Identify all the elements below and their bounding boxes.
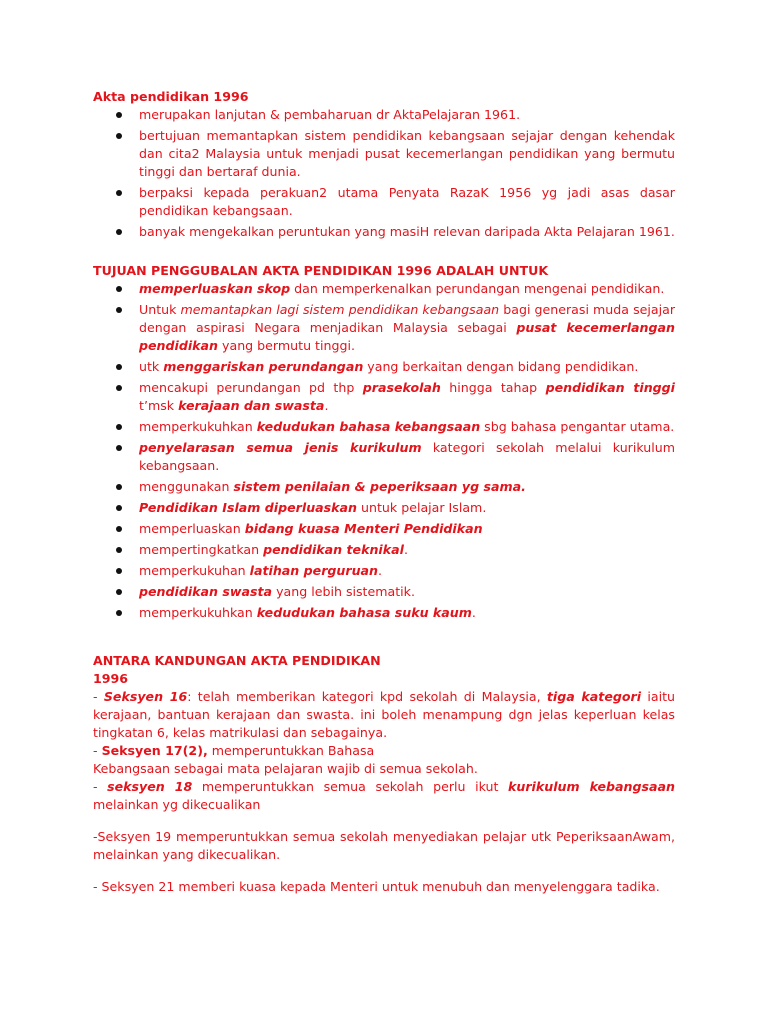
emphasis-text: menggariskan perundangan	[163, 359, 364, 374]
para-text: memperuntukkan Bahasa	[207, 743, 375, 758]
emphasis-text: memantapkan lagi sistem pendidikan kebangsaan	[180, 302, 500, 317]
section-heading: Akta pendidikan 1996	[93, 89, 249, 104]
bullet-icon	[116, 286, 122, 292]
item-text: memperkukuhan	[139, 563, 250, 578]
bullet-icon	[116, 568, 122, 574]
item-text: Untuk	[139, 302, 181, 317]
list-item	[93, 604, 675, 622]
bullet-icon	[116, 547, 122, 553]
list-item	[93, 418, 675, 436]
section-heading: ANTARA KANDUNGAN AKTA PENDIDIKAN	[93, 653, 381, 668]
bullet-icon	[116, 526, 122, 532]
emphasis-text: Seksyen 17(2),	[101, 743, 208, 758]
item-text: mempertingkatkan	[139, 542, 264, 557]
para-text: -	[93, 743, 102, 758]
paragraph-seksyen-21: - Seksyen 21 memberi kuasa kepada Menteri untuk menubuh dan menyelenggara tadika.	[93, 879, 660, 894]
item-text: yang bermutu tinggi.	[218, 338, 355, 353]
section-akta-pendidikan	[93, 88, 675, 244]
item-text: t’msk	[139, 398, 179, 413]
emphasis-text: kedudukan bahasa suku kaum	[256, 605, 472, 620]
emphasis-text: penyelarasan semua jenis kurikulum	[139, 440, 422, 455]
para-text: iaitu kerajaan, bantuan kerajaan dan swasta. ini boleh menampung dgn jelas keperluan kelas tingkatan 6, kelas matrikulasi dan sebagainya.	[93, 689, 675, 740]
section-heading-year: 1996	[93, 671, 129, 686]
list-item	[93, 520, 675, 538]
list-item	[93, 562, 675, 580]
list-item	[93, 106, 675, 124]
list-item	[93, 301, 675, 355]
bullet-icon	[116, 229, 122, 235]
emphasis-text: pendidikan swasta	[139, 584, 273, 599]
item-text: .	[378, 563, 383, 578]
item-text: .	[324, 398, 329, 413]
bullet-icon	[116, 385, 122, 391]
section-tujuan	[93, 262, 675, 625]
list-item	[93, 127, 675, 181]
paragraph-seksyen-17-cont: Kebangsaan sebagai mata pelajaran wajib di semua sekolah.	[93, 761, 478, 776]
bullet-icon	[116, 610, 122, 616]
list-item	[93, 541, 675, 559]
bullet-icon	[116, 112, 122, 118]
bullet-icon	[116, 445, 122, 451]
item-text: sbg bahasa pengantar utama.	[480, 419, 675, 434]
item-text: .	[403, 542, 408, 557]
item-text: mencakupi perundangan pd thp	[139, 380, 363, 395]
para-text: melainkan yg dikecualikan	[93, 797, 261, 812]
item-text: memperkukuhkan	[139, 419, 257, 434]
item-text: utk	[139, 359, 164, 374]
emphasis-text: Seksyen 16	[103, 689, 188, 704]
bullet-list	[93, 106, 675, 241]
bullet-icon	[116, 505, 122, 511]
item-text: .	[471, 605, 476, 620]
emphasis-text: tiga kategori	[546, 689, 642, 704]
emphasis-text: pendidikan tinggi	[545, 380, 676, 395]
list-item	[93, 358, 675, 376]
emphasis-text: latihan perguruan	[249, 563, 379, 578]
item-text: yang lebih sistematik.	[272, 584, 415, 599]
bullet-icon	[116, 307, 122, 313]
paragraph-seksyen-18	[93, 778, 675, 814]
list-item	[93, 583, 675, 601]
para-text: -	[93, 689, 104, 704]
item-text: untuk pelajar Islam.	[357, 500, 487, 515]
item-text: dan memperkenalkan perundangan mengenai pendidikan.	[290, 281, 665, 296]
list-item	[93, 280, 675, 298]
bullet-icon	[116, 484, 122, 490]
bullet-icon	[116, 190, 122, 196]
item-text: berpaksi kepada perakuan2 utama Penyata RazaK 1956 yg jadi asas dasar pendidikan kebangsaan.	[139, 185, 675, 218]
para-text: memperuntukkan semua sekolah perlu ikut	[192, 779, 508, 794]
paragraph-seksyen-17	[93, 742, 675, 760]
emphasis-text: kedudukan bahasa kebangsaan	[256, 419, 481, 434]
emphasis-text: pusat kecemerlangan pendidikan	[139, 320, 675, 353]
emphasis-text: bidang kuasa Menteri Pendidikan	[244, 521, 483, 536]
list-item	[93, 184, 675, 220]
emphasis-text: sistem penilaian & peperiksaan yg sama.	[233, 479, 526, 494]
paragraph-seksyen-16	[93, 688, 675, 742]
emphasis-text: prasekolah	[362, 380, 441, 395]
list-item	[93, 223, 675, 241]
emphasis-text: seksyen 18	[107, 779, 193, 794]
item-text: memperkukuhkan	[139, 605, 257, 620]
emphasis-text: kurikulum kebangsaan	[507, 779, 675, 794]
list-item	[93, 499, 675, 517]
emphasis-text: pendidikan teknikal	[263, 542, 404, 557]
bullet-icon	[116, 589, 122, 595]
list-item	[93, 478, 675, 496]
section-kandungan	[93, 652, 675, 896]
item-text: hingga tahap	[440, 380, 546, 395]
list-item	[93, 379, 675, 415]
item-text: merupakan lanjutan & pembaharuan dr AktaPelajaran 1961.	[139, 107, 521, 122]
item-text: banyak mengekalkan peruntukan yang masiH relevan daripada Akta Pelajaran 1961.	[139, 224, 675, 239]
item-text: memperluaskan	[139, 521, 245, 536]
bullet-list	[93, 280, 675, 622]
bullet-icon	[116, 133, 122, 139]
emphasis-text: memperluaskan skop	[139, 281, 291, 296]
bullet-icon	[116, 424, 122, 430]
section-heading: TUJUAN PENGGUBALAN AKTA PENDIDIKAN 1996 ADALAH UNTUK	[93, 263, 549, 278]
item-text: kategori sekolah melalui kurikulum kebangsaan.	[139, 440, 675, 473]
item-text: yang berkaitan dengan bidang pendidikan.	[363, 359, 639, 374]
list-item	[93, 439, 675, 475]
item-text: menggunakan	[139, 479, 234, 494]
emphasis-text: kerajaan dan swasta	[178, 398, 325, 413]
paragraph-seksyen-19: -Seksyen 19 memperuntukkan semua sekolah menyediakan pelajar utk PeperiksaanAwam, melainkan yang dikecualikan.	[93, 829, 675, 862]
emphasis-text: Pendidikan Islam diperluaskan	[139, 500, 358, 515]
para-text: : telah memberikan kategori kpd sekolah di Malaysia,	[187, 689, 547, 704]
para-text: -	[93, 779, 108, 794]
item-text: bagi generasi muda sejajar dengan aspirasi Negara menjadikan Malaysia sebagai	[139, 302, 675, 335]
bullet-icon	[116, 364, 122, 370]
item-text: bertujuan memantapkan sistem pendidikan kebangsaan sejajar dengan kehendak dan cita2 Malaysia untuk menjadi pusat kecemerlangan pendidikan yang bermutu tinggi dan bertaraf dunia.	[139, 128, 675, 179]
